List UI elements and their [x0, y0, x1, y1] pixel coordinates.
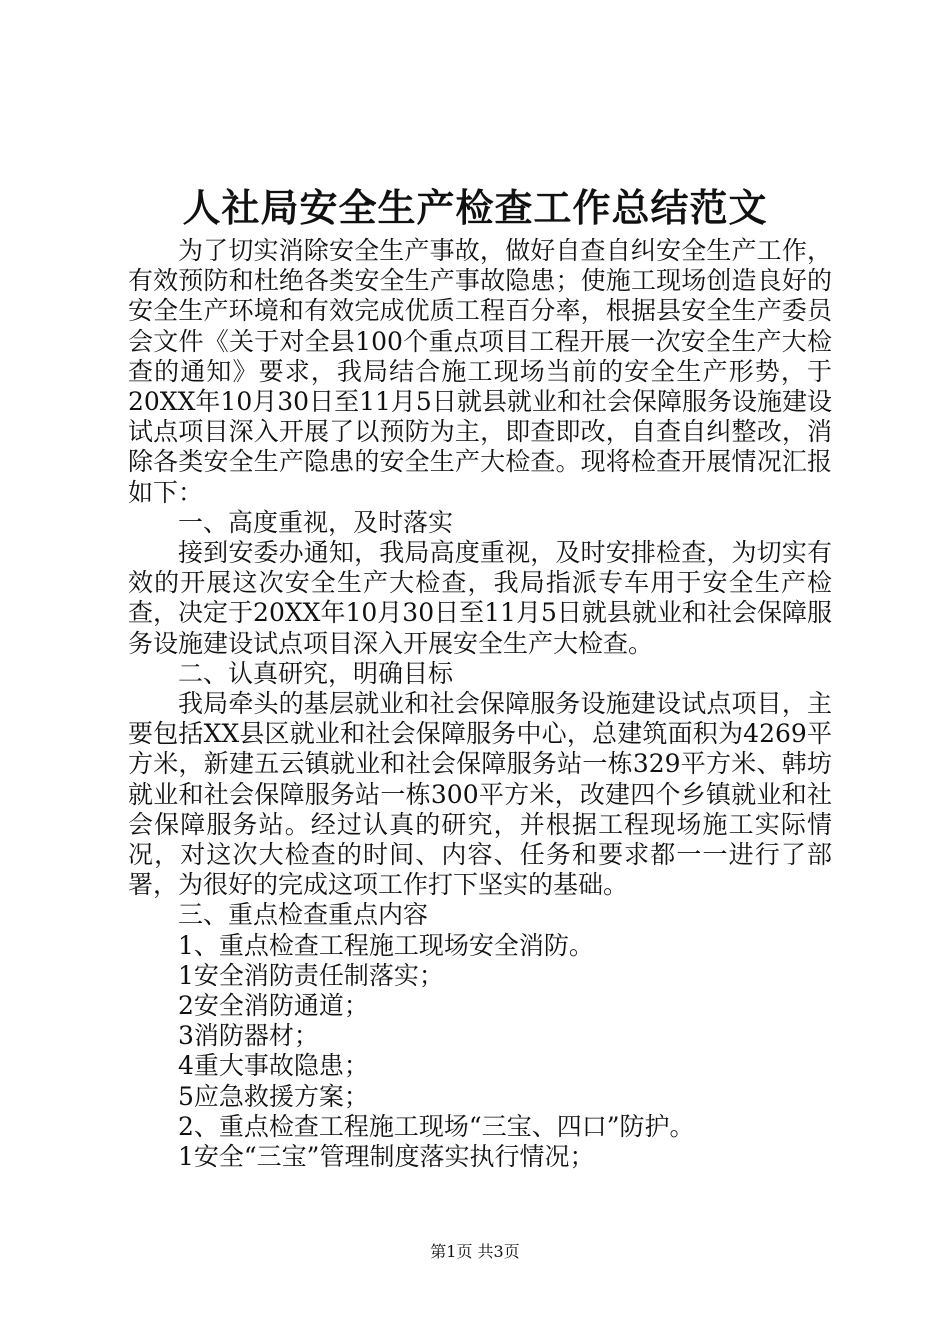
- paragraph: 接到安委办通知，我局高度重视，及时安排检查，为切实有效的开展这次安全生产大检查，我局指派专车用于安全生产检查，决定于20XX年10月30日至11月5日就县就业和社会保障服务设施建设试点项目深入开展安全生产大检查。: [128, 538, 832, 658]
- list-item: 3消防器材；: [178, 1021, 319, 1051]
- document-body: [128, 236, 832, 1172]
- list-item: 5应急救援方案；: [178, 1081, 369, 1111]
- list-item: 1安全消防责任制落实；: [178, 960, 444, 990]
- section-heading: 二、认真研究，明确目标: [178, 658, 454, 688]
- list-item: 4重大事故隐患；: [178, 1051, 369, 1081]
- list-item: 2安全消防通道；: [178, 991, 369, 1021]
- list-item: 1、重点检查工程施工现场安全消防。: [178, 930, 594, 960]
- document-title: 人社局安全生产检查工作总结范文: [182, 185, 768, 230]
- paragraph: 为了切实消除安全生产事故，做好自查自纠安全生产工作，有效预防和杜绝各类安全生产事故隐患；使施工现场创造良好的安全生产环境和有效完成优质工程百分率，根据县安全生产委员会文件《关于对全县100个重点项目工程开展一次安全生产大检查的通知》要求，我局结合施工现场当前的安全生产形势，于20XX年10月30日至11月5日就县就业和社会保障服务设施建设试点项目深入开展了以预防为主，即查即改，自查自纠整改，消除各类安全生产隐患的安全生产大检查。现将检查开展情况汇报如下：: [128, 236, 832, 507]
- section-heading: 三、重点检查重点内容: [178, 900, 429, 930]
- paragraph: 我局牵头的基层就业和社会保障服务设施建设试点项目，主要包括XX县区就业和社会保障服务中心，总建筑面积为4269平方米，新建五云镇就业和社会保障服务站一栋329平方米、韩坊就业和社会保障服务站一栋300平方米，改建四个乡镇就业和社会保障服务站。经过认真的研究，并根据工程现场施工实际情况，对这次大检查的时间、内容、任务和要求都一一进行了部署，为很好的完成这项工作打下坚实的基础。: [128, 689, 832, 900]
- list-item: 2、重点检查工程施工现场“三宝、四口”防护。: [178, 1111, 695, 1141]
- list-item: 1安全“三宝”管理制度落实执行情况；: [178, 1142, 595, 1172]
- section-heading: 一、高度重视，及时落实: [178, 507, 454, 537]
- page-number-footer: 第1页 共3页: [430, 1242, 520, 1261]
